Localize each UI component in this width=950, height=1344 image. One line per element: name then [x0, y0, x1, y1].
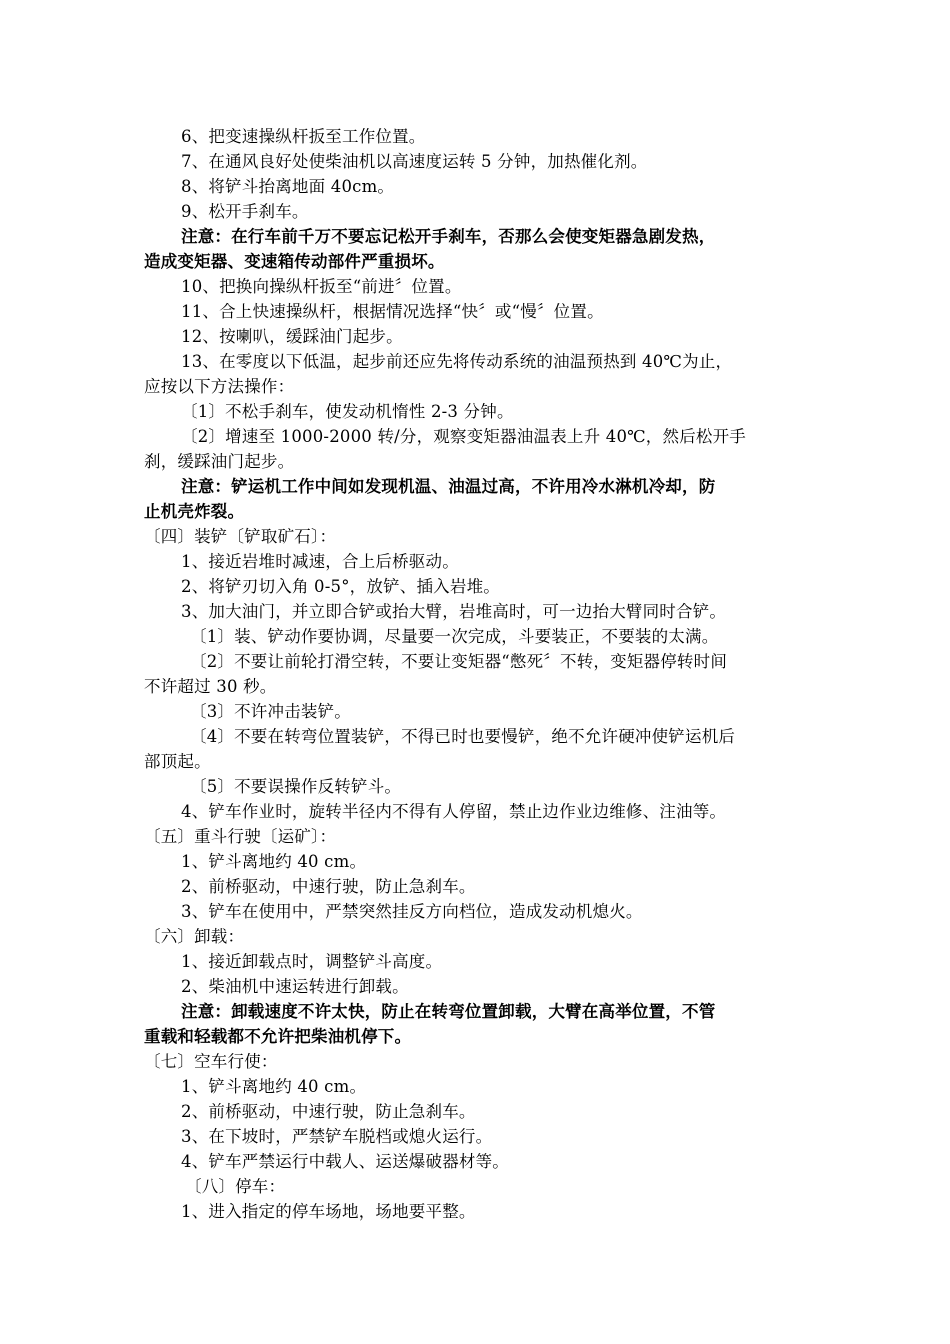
note-line: 止机壳炸裂。: [144, 502, 245, 521]
text-line: 〔5〕不要误操作反转铲斗。: [190, 777, 402, 796]
text-line: 2、前桥驱动，中速行驶，防止急刹车。: [181, 1102, 476, 1121]
note-line: 重载和轻载都不允许把柴油机停下。: [144, 1027, 412, 1046]
section-heading: 〔五〕重斗行驶〔运矿〕：: [144, 827, 337, 846]
text-line: 1、接近岩堆时减速，合上后桥驱动。: [181, 552, 459, 571]
text-line: 1、铲斗离地约 40 cm。: [181, 852, 367, 871]
note-line: 造成变矩器、变速箱传动部件严重损坏。: [144, 252, 445, 271]
text-line: 应按以下方法操作：: [144, 377, 295, 396]
text-line: 2、将铲刃切入角 0-5°，放铲、插入岩堆。: [181, 577, 500, 596]
text-line: 部顶起。: [144, 752, 211, 771]
text-line: 12、按喇叭，缓踩油门起步。: [181, 327, 403, 346]
text-line: 〔1〕不松手刹车，使发动机惰性 2-3 分钟。: [181, 402, 514, 421]
note-line: 注意：在行车前千万不要忘记松开手刹车，否那么会使变矩器急剧发热，: [181, 227, 716, 246]
text-line: 1、进入指定的停车场地，场地要平整。: [181, 1202, 476, 1221]
text-line: 9、松开手刹车。: [181, 202, 309, 221]
section-heading: 〔七〕空车行使：: [144, 1052, 278, 1071]
text-line: 3、在下坡时，严禁铲车脱档或熄火运行。: [181, 1127, 493, 1146]
text-line: 〔2〕增速至 1000-2000 转/分，观察变矩器油温表上升 40℃，然后松开手: [181, 427, 747, 446]
text-line: 2、柴油机中速运转进行卸载。: [181, 977, 409, 996]
text-line: 2、前桥驱动，中速行驶，防止急刹车。: [181, 877, 476, 896]
text-line: 刹，缓踩油门起步。: [144, 452, 295, 471]
note-line: 注意：铲运机工作中间如发现机温、油温过高，不许用冷水淋机冷却，防: [181, 477, 716, 496]
text-line: 8、将铲斗抬离地面 40cm。: [181, 177, 395, 196]
document-page: [0, 124, 950, 1224]
text-line: 3、加大油门，并立即合铲或抬大臂，岩堆高时，可一边抬大臂同时合铲。: [181, 602, 727, 621]
section-heading: 〔四〕装铲〔铲取矿石〕：: [144, 527, 337, 546]
text-line: 〔3〕不许冲击装铲。: [190, 702, 351, 721]
text-line: 1、铲斗离地约 40 cm。: [181, 1077, 367, 1096]
text-line: 7、在通风良好处使柴油机以高速度运转 5 分钟，加热催化剂。: [181, 152, 648, 171]
text-line: 〔4〕不要在转弯位置装铲，不得已时也要慢铲，绝不允许硬冲使铲运机后: [190, 727, 736, 746]
section-heading: 〔六〕卸载：: [144, 927, 245, 946]
text-line: 4、铲车作业时，旋转半径内不得有人停留，禁止边作业边维修、注油等。: [181, 802, 727, 821]
text-line: 1、接近卸载点时，调整铲斗高度。: [181, 952, 443, 971]
text-line: 13、在零度以下低温，起步前还应先将传动系统的油温预热到 40℃为止，: [181, 352, 733, 371]
text-line: 3、铲车在使用中，严禁突然挂反方向档位，造成发动机熄火。: [181, 902, 643, 921]
text-line: 11、合上快速操纵杆，根据情况选择“快〞或“慢〞位置。: [181, 302, 604, 321]
note-line: 注意：卸载速度不许太快，防止在转弯位置卸载，大臂在高举位置，不管: [181, 1002, 716, 1021]
text-line: 10、把换向操纵杆扳至“前进〞位置。: [181, 277, 462, 296]
text-line: 4、铲车严禁运行中载人、运送爆破器材等。: [181, 1152, 509, 1171]
section-heading: 〔八〕停车：: [185, 1177, 286, 1196]
text-line: 6、把变速操纵杆扳至工作位置。: [181, 127, 426, 146]
text-line: 〔2〕不要让前轮打滑空转，不要让变矩器“憋死〞不转，变矩器停转时间: [190, 652, 728, 671]
text-line: 不许超过 30 秒。: [144, 677, 277, 696]
text-line: 〔1〕装、铲动作要协调，尽量要一次完成，斗要装正，不要装的太满。: [190, 627, 719, 646]
